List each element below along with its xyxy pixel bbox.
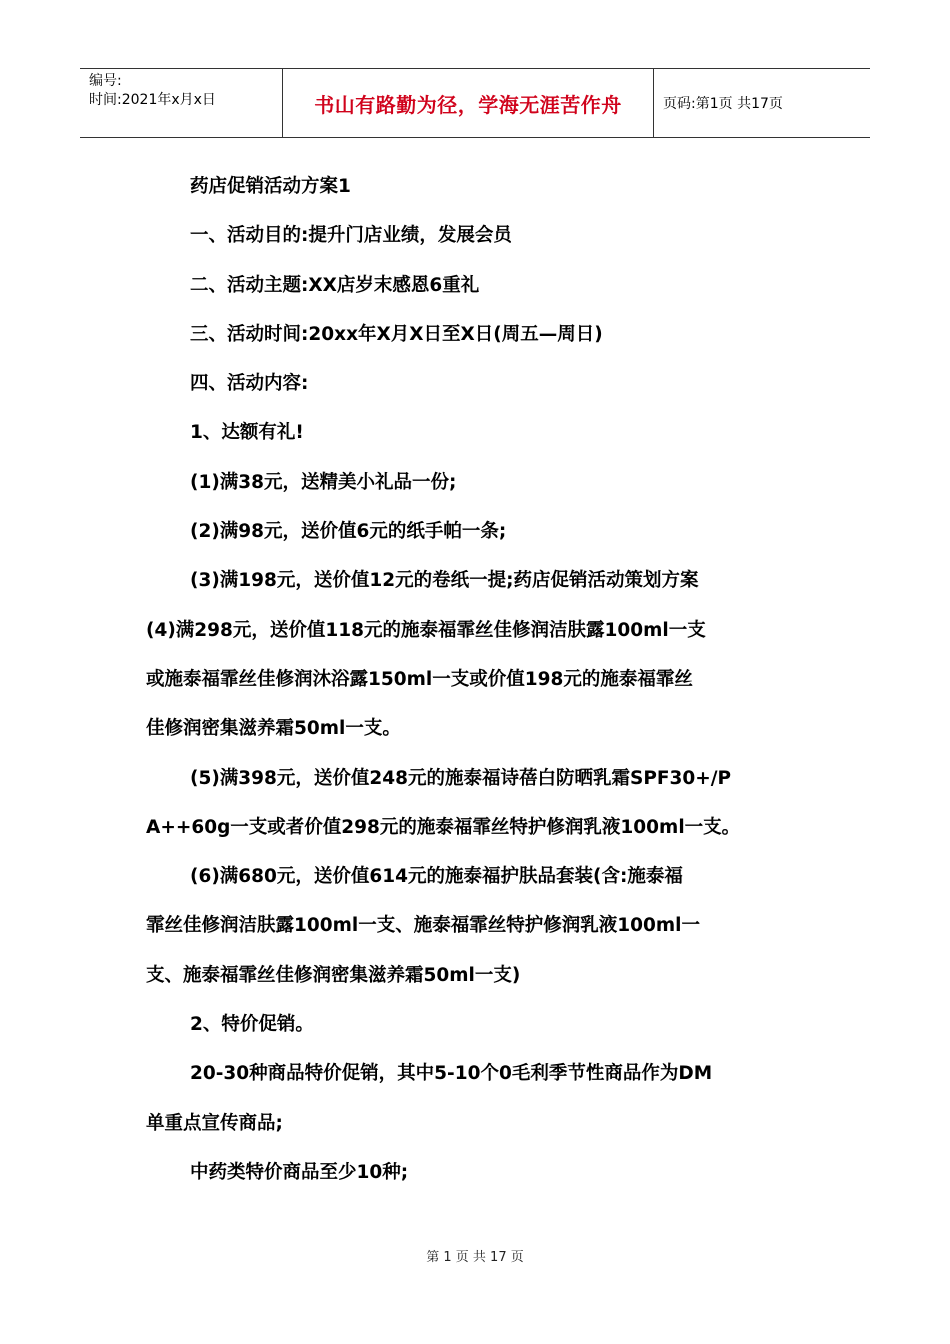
paragraph-line: 二、活动主题:XX店岁末感恩6重礼 [190,274,480,296]
paragraph-line: 或施泰福霏丝佳修润沐浴露150ml一支或价值198元的施泰福霏丝 [146,668,693,690]
number-label: 编号: [89,73,122,89]
paragraph-line: 霏丝佳修润洁肤露100ml一支、施泰福霏丝特护修润乳液100ml一 [146,915,700,937]
paragraph-line: (4)满298元，送价值118元的施泰福霏丝佳修润洁肤露100ml一支 [146,619,706,641]
paragraph-line: 单重点宣传商品; [146,1112,283,1134]
paragraph-line: (3)满198元，送价值12元的卷纸一提;药店促销活动策划方案 [190,570,699,592]
paragraph-line: 四、活动内容: [190,373,309,395]
paragraph-line: 佳修润密集滋养霜50ml一支。 [146,718,401,740]
paragraph-line: (1)满38元，送精美小礼品一份; [190,471,457,493]
page-footer: 第 1 页 共 17 页 [426,1250,524,1265]
paragraph-line: A++60g一支或者价值298元的施泰福霏丝特护修润乳液100ml一支。 [146,816,741,838]
paragraph-line: 一、活动目的:提升门店业绩，发展会员 [190,225,512,247]
paragraph-line: 三、活动时间:20xx年X月X日至X日(周五—周日) [190,323,603,345]
document-body [146,162,810,1197]
paragraph-line: (6)满680元，送价值614元的施泰福护肤品套装(含:施泰福 [190,866,683,888]
header-motto: 书山有路勤为径，学海无涯苦作舟 [282,69,654,137]
paragraph-line: 药店促销活动方案1 [190,176,351,197]
paragraph-line: 1、达额有礼! [190,422,304,444]
paragraph-line: 支、施泰福霏丝佳修润密集滋养霜50ml一支) [146,964,521,986]
paragraph-line: 中药类特价商品至少10种; [190,1161,409,1183]
header-page-info: 页码:第1页 共17页 [663,96,783,112]
header-meta [80,69,282,137]
paragraph-line: 20-30种商品特价促销，其中5-10个0毛利季节性商品作为DM [190,1063,713,1085]
time-label: 时间:2021年x月x日 [89,92,216,108]
paragraph-line: (2)满98元，送价值6元的纸手帕一条; [190,521,507,543]
page-header [80,68,870,138]
paragraph-line: 2、特价促销。 [190,1014,314,1036]
paragraph-line: (5)满398元，送价值248元的施泰福诗蓓白防晒乳霜SPF30+/P [190,767,732,789]
